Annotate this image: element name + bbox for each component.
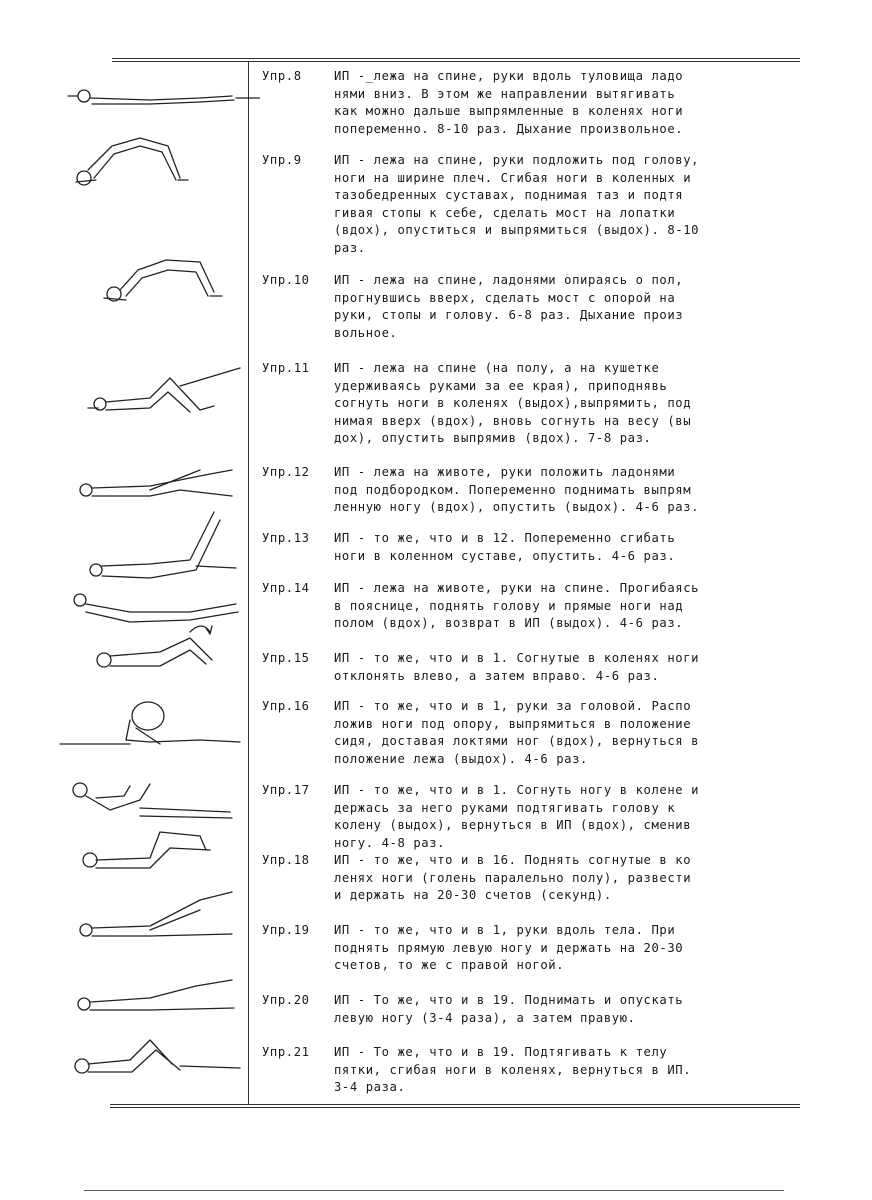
- exercise-12: [262, 464, 822, 518]
- exercise-17: [262, 782, 822, 854]
- illustration-ex20: [78, 980, 234, 1010]
- exercise-label: Упр.8: [262, 69, 302, 83]
- text-line: согнуть ноги в коленях (выдох),выпрямить, под: [334, 396, 692, 411]
- exercise-label: Упр.14: [262, 581, 310, 595]
- exercise-description: [334, 650, 816, 685]
- exercise-description: [334, 360, 816, 448]
- text-line: ленях ноги (голень паралельно полу), развести: [334, 870, 692, 885]
- text-line: удерживаясь руками за ее края), приподнявь: [334, 378, 668, 393]
- text-line: нями вниз. В этом же направлении вытягивать: [334, 86, 676, 101]
- page-edge-line: [84, 1190, 784, 1191]
- illustration-ex10: [104, 260, 222, 301]
- exercise-11: [262, 360, 822, 450]
- text-line: тазобедренных суставах, поднимая таз и подтя: [334, 188, 684, 203]
- illustration-ex14: [74, 594, 238, 622]
- exercise-label: Упр.13: [262, 531, 310, 545]
- text-line: (вдох), опуститься и выпрямиться (выдох). 8-10: [334, 223, 700, 238]
- text-line: ИП - лежа на животе, руки на спине. Прогибаясь: [334, 581, 700, 595]
- illustration-ex8: [68, 90, 260, 104]
- exercise-14: [262, 580, 822, 634]
- text-line: полом (вдох), возврат в ИП (выдох). 4-6 раз.: [334, 616, 684, 631]
- exercise-label: Упр.12: [262, 465, 310, 479]
- exercise-description: [334, 530, 816, 565]
- text-line: дох), опустить выпрямив (вдох). 7-8 раз.: [334, 431, 652, 446]
- text-line: ИП - лежа на спине, ладонями опираясь о пол,: [334, 273, 684, 287]
- exercise-label: Упр.11: [262, 361, 310, 375]
- text-line: как можно дальше выпрямленные в коленях ноги: [334, 104, 684, 119]
- text-line: левую ногу (3-4 раза), а затем правую.: [334, 1010, 636, 1025]
- exercise-label: Упр.17: [262, 783, 310, 797]
- exercise-description: [334, 464, 816, 517]
- text-line: ИП - То же, что и в 19. Подтягивать к телу: [334, 1045, 668, 1059]
- text-line: 3-4 раза.: [334, 1080, 406, 1095]
- illustration-ex13: [90, 512, 236, 578]
- text-line: в пояснице, поднять голову и прямые ноги над: [334, 598, 684, 613]
- text-line: руки, стопы и голову. 6-8 раз. Дыхание произ: [334, 308, 684, 323]
- text-line: ИП - то же, что и в 1, руки вдоль тела. При: [334, 923, 676, 937]
- exercise-label: Упр.18: [262, 853, 310, 867]
- text-line: ИП - то же, что и в 1. Согнутые в коленях ноги: [334, 651, 700, 665]
- exercise-description: [334, 580, 816, 633]
- text-line: держась за него руками подтягивать голову к: [334, 800, 676, 815]
- exercise-description: [334, 922, 816, 975]
- text-line: ленную ногу (вдох), опустить (выдох). 4-6 раз.: [334, 500, 700, 515]
- text-line: ИП - лежа на животе, руки положить ладонями: [334, 465, 676, 479]
- text-line: положение лежа (выдох). 4-6 раз.: [334, 751, 588, 766]
- text-line: отклонять влево, а затем вправо. 4-6 раз.: [334, 668, 660, 683]
- text-line: прогнувшись вверх, сделать мост с опорой на: [334, 290, 676, 305]
- illustration-ex11: [88, 368, 240, 412]
- text-line: и держать на 20-30 счетов (секунд).: [334, 888, 612, 903]
- exercise-21: [262, 1044, 822, 1098]
- exercise-description: [334, 272, 816, 342]
- exercise-description: [334, 68, 816, 138]
- illustration-ex15: [97, 626, 212, 667]
- exercise-description: [334, 152, 816, 258]
- text-line: под подбородком. Попеременно поднимать выпрям: [334, 482, 692, 497]
- exercise-description: [334, 992, 816, 1027]
- text-line: колену (выдох), вернуться в ИП (вдох), сменив: [334, 818, 692, 833]
- exercise-description: [334, 698, 816, 768]
- text-line: ноги на ширине плеч. Сгибая ноги в коленных и: [334, 170, 692, 185]
- exercise-label: Упр.16: [262, 699, 310, 713]
- text-line: ИП - То же, что и в 19. Поднимать и опускать: [334, 993, 684, 1007]
- exercise-20: [262, 992, 822, 1028]
- text-line: сидя, доставая локтями ног (вдох), вернуться в: [334, 734, 700, 749]
- exercise-illustrations: [0, 0, 260, 1110]
- text-line: ИП - то же, что и в 12. Попеременно сгибать: [334, 531, 676, 545]
- exercise-label: Упр.9: [262, 153, 302, 167]
- exercise-19: [262, 922, 822, 976]
- text-line: раз.: [334, 240, 366, 255]
- text-line: поднять прямую левую ногу и держать на 20-30: [334, 940, 684, 955]
- exercise-label: Упр.15: [262, 651, 310, 665]
- illustration-ex17: [73, 783, 232, 818]
- text-line: попеременно. 8-10 раз. Дыхание произвольное.: [334, 121, 684, 136]
- text-line: ИП - то же, что и в 1, руки за головой. Распо: [334, 699, 692, 713]
- exercise-15: [262, 650, 822, 686]
- text-line: нимая вверх (вдох), вновь согнуть на весу (вы: [334, 413, 692, 428]
- exercise-label: Упр.21: [262, 1045, 310, 1059]
- exercise-description: [334, 852, 816, 905]
- text-line: гивая стопы к себе, сделать мост на лопатки: [334, 205, 676, 220]
- exercise-description: [334, 1044, 816, 1097]
- text-line: ложив ноги под опору, выпрямиться в положение: [334, 716, 692, 731]
- text-line: вольное.: [334, 325, 398, 340]
- exercise-label: Упр.10: [262, 273, 310, 287]
- exercise-13: [262, 530, 822, 566]
- text-line: ИП - то же, что и в 16. Поднять согнутые в ко: [334, 853, 692, 867]
- illustration-ex9: [76, 138, 188, 185]
- exercise-9: [262, 152, 822, 260]
- text-line: ногу. 4-8 раз.: [334, 835, 446, 850]
- text-line: пятки, сгибая ноги в коленях, вернуться в ИП.: [334, 1062, 692, 1077]
- text-line: счетов, то же с правой ногой.: [334, 958, 565, 973]
- illustration-ex16: [60, 702, 240, 744]
- exercise-label: Упр.20: [262, 993, 310, 1007]
- exercise-16: [262, 698, 822, 770]
- exercise-18: [262, 852, 822, 906]
- text-line: ИП - то же, что и в 1. Согнуть ногу в колене и: [334, 783, 700, 797]
- text-line: ИП - лежа на спине, руки подложить под голову,: [334, 153, 700, 167]
- illustration-ex21: [75, 1040, 240, 1073]
- text-line: ИП - лежа на спине (на полу, а на кушетке: [334, 361, 660, 375]
- text-line: ИП -_лежа на спине, руки вдоль туловища ладо: [334, 69, 684, 83]
- exercise-10: [262, 272, 822, 344]
- text-line: ноги в коленном суставе, опустить. 4-6 раз.: [334, 548, 676, 563]
- illustration-ex19: [80, 892, 232, 936]
- illustration-ex12: [80, 470, 232, 496]
- exercise-8: [262, 68, 822, 140]
- exercise-description: [334, 782, 816, 852]
- illustration-ex18: [83, 832, 210, 868]
- exercise-label: Упр.19: [262, 923, 310, 937]
